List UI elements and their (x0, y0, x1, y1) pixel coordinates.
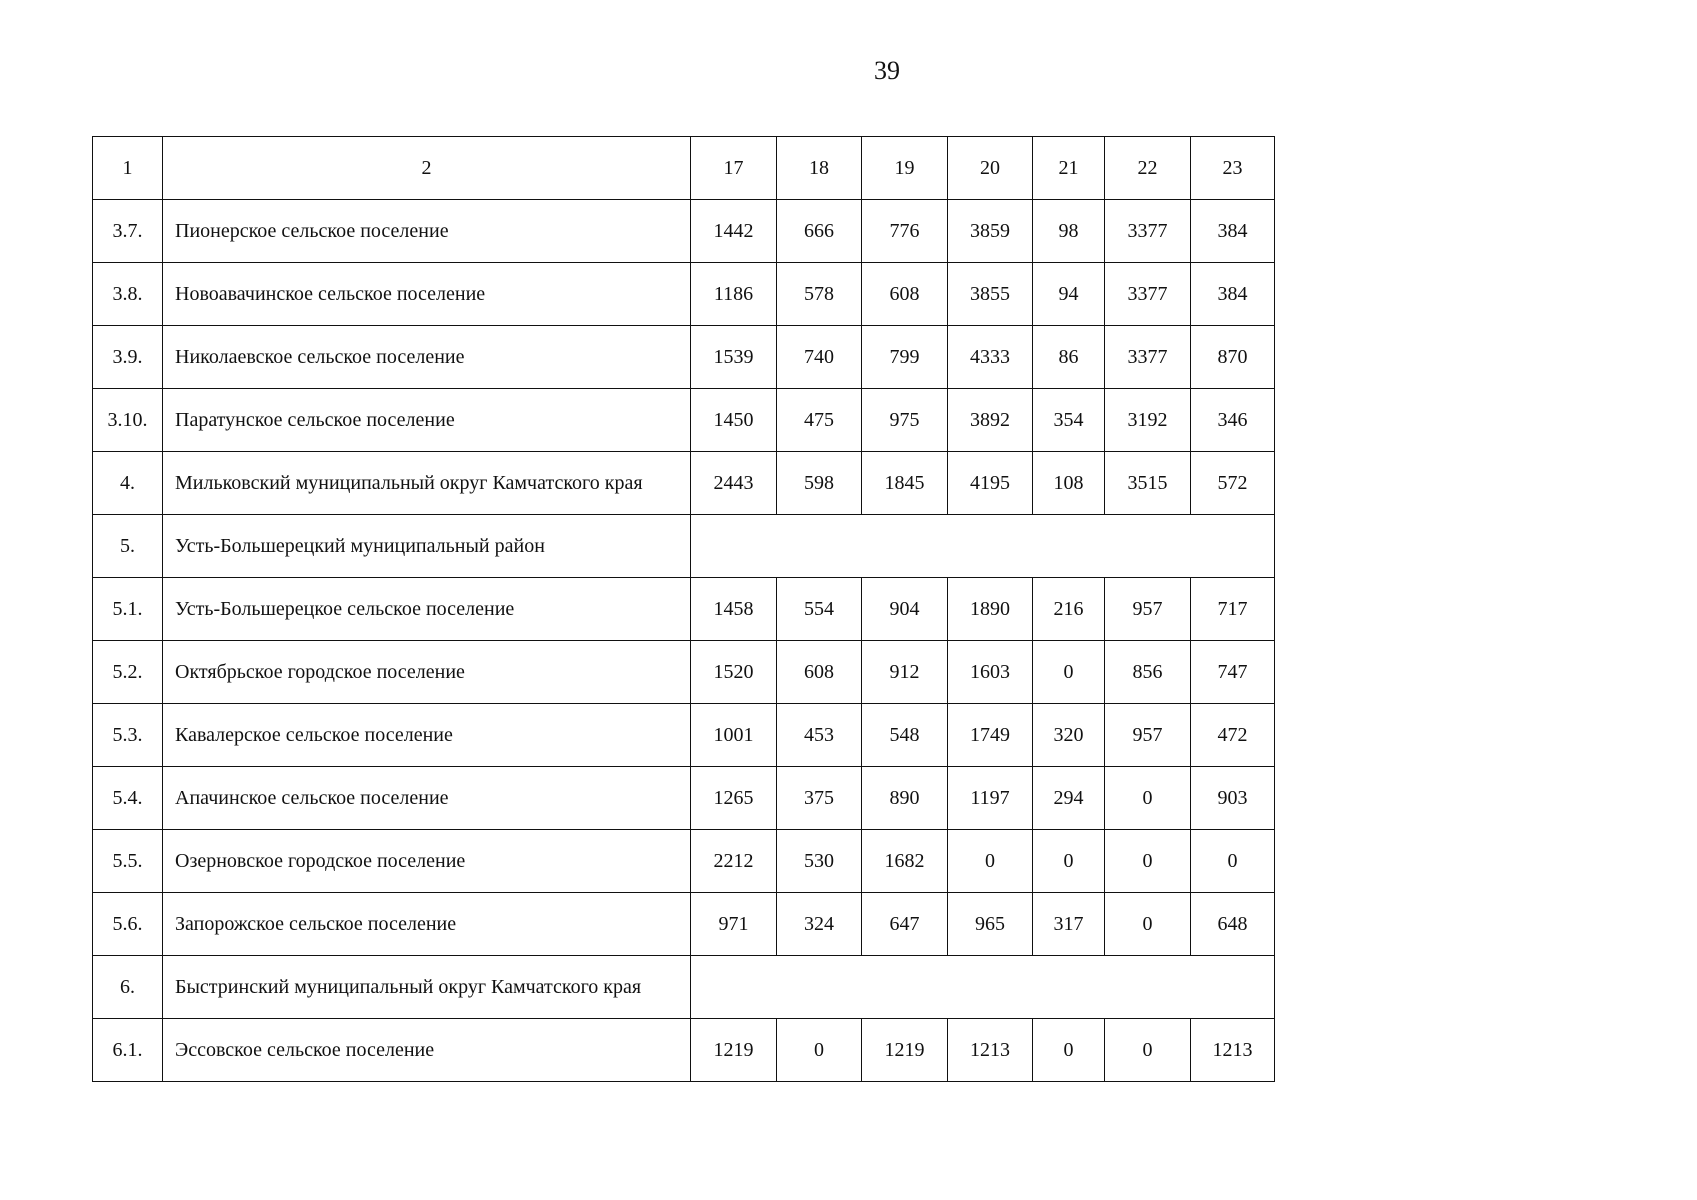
value-cell-col-22: 3515 (1105, 452, 1191, 515)
column-header-23: 23 (1191, 137, 1275, 200)
value-cell-col-23: 717 (1191, 578, 1275, 641)
value-cell-col-20: 4195 (948, 452, 1033, 515)
table-row (93, 515, 1275, 578)
value-cell-col-21: 94 (1033, 263, 1105, 326)
row-number-cell: 3.8. (93, 263, 163, 326)
value-cell-col-19: 647 (862, 893, 948, 956)
value-cell-col-21: 354 (1033, 389, 1105, 452)
table-row (93, 389, 1275, 452)
value-cell-col-19: 608 (862, 263, 948, 326)
value-cell-col-23: 648 (1191, 893, 1275, 956)
table-row (93, 767, 1275, 830)
value-cell-col-19: 799 (862, 326, 948, 389)
row-number-cell: 5.6. (93, 893, 163, 956)
column-header-1: 1 (93, 137, 163, 200)
value-cell-col-22: 957 (1105, 704, 1191, 767)
value-cell-col-20: 1197 (948, 767, 1033, 830)
row-name-cell: Апачинское сельское поселение (163, 767, 691, 830)
value-cell-col-21: 98 (1033, 200, 1105, 263)
value-cell-col-20: 965 (948, 893, 1033, 956)
value-cell-col-18: 475 (777, 389, 862, 452)
row-name-cell: Пионерское сельское поселение (163, 200, 691, 263)
row-number-cell: 3.10. (93, 389, 163, 452)
value-cell-col-23: 346 (1191, 389, 1275, 452)
table-row (93, 452, 1275, 515)
row-name-cell: Николаевское сельское поселение (163, 326, 691, 389)
value-cell-col-18: 608 (777, 641, 862, 704)
table-body (93, 137, 1275, 1082)
column-header-18: 18 (777, 137, 862, 200)
row-name-cell: Мильковский муниципальный округ Камчатского края (163, 452, 691, 515)
value-cell-col-20: 1603 (948, 641, 1033, 704)
row-name-cell: Усть-Большерецкое сельское поселение (163, 578, 691, 641)
column-header-19: 19 (862, 137, 948, 200)
value-cell-col-23: 384 (1191, 263, 1275, 326)
value-cell-col-22: 3192 (1105, 389, 1191, 452)
value-cell-col-17: 1186 (691, 263, 777, 326)
value-cell-col-18: 666 (777, 200, 862, 263)
value-cell-col-22: 0 (1105, 767, 1191, 830)
value-cell-col-19: 1682 (862, 830, 948, 893)
table-row (93, 326, 1275, 389)
row-name-cell: Новоавачинское сельское поселение (163, 263, 691, 326)
value-cell-col-19: 904 (862, 578, 948, 641)
value-cell-col-17: 1458 (691, 578, 777, 641)
row-number-cell: 4. (93, 452, 163, 515)
value-cell-col-21: 86 (1033, 326, 1105, 389)
table-row (93, 704, 1275, 767)
value-cell-col-17: 971 (691, 893, 777, 956)
column-header-22: 22 (1105, 137, 1191, 200)
value-cell-col-22: 0 (1105, 830, 1191, 893)
value-cell-col-18: 0 (777, 1019, 862, 1082)
value-cell-col-23: 870 (1191, 326, 1275, 389)
value-cell-col-18: 530 (777, 830, 862, 893)
row-name-cell: Озерновское городское поселение (163, 830, 691, 893)
value-cell-col-18: 554 (777, 578, 862, 641)
value-cell-col-19: 890 (862, 767, 948, 830)
value-cell-col-19: 975 (862, 389, 948, 452)
row-number-cell: 6. (93, 956, 163, 1019)
row-name-cell: Октябрьское городское поселение (163, 641, 691, 704)
value-cell-col-19: 548 (862, 704, 948, 767)
table-row (93, 578, 1275, 641)
value-cell-col-17: 1265 (691, 767, 777, 830)
row-name-cell: Эссовское сельское поселение (163, 1019, 691, 1082)
table-row (93, 641, 1275, 704)
value-cell-col-18: 453 (777, 704, 862, 767)
row-name-cell: Кавалерское сельское поселение (163, 704, 691, 767)
value-cell-col-18: 740 (777, 326, 862, 389)
value-cell-col-20: 1213 (948, 1019, 1033, 1082)
value-cell-col-20: 3859 (948, 200, 1033, 263)
value-cell-col-19: 912 (862, 641, 948, 704)
value-cell-col-18: 578 (777, 263, 862, 326)
row-number-cell: 5.1. (93, 578, 163, 641)
empty-values-cell (691, 515, 1275, 578)
value-cell-col-20: 4333 (948, 326, 1033, 389)
value-cell-col-22: 856 (1105, 641, 1191, 704)
column-header-2: 2 (163, 137, 691, 200)
table-row (93, 893, 1275, 956)
value-cell-col-17: 2443 (691, 452, 777, 515)
value-cell-col-21: 0 (1033, 830, 1105, 893)
row-name-cell: Усть-Большерецкий муниципальный район (163, 515, 691, 578)
table-row (93, 1019, 1275, 1082)
value-cell-col-23: 472 (1191, 704, 1275, 767)
value-cell-col-17: 1442 (691, 200, 777, 263)
row-number-cell: 5.4. (93, 767, 163, 830)
data-table (92, 136, 1275, 1082)
value-cell-col-21: 108 (1033, 452, 1105, 515)
value-cell-col-22: 3377 (1105, 263, 1191, 326)
value-cell-col-21: 216 (1033, 578, 1105, 641)
row-number-cell: 3.7. (93, 200, 163, 263)
value-cell-col-17: 1520 (691, 641, 777, 704)
value-cell-col-21: 0 (1033, 1019, 1105, 1082)
value-cell-col-17: 1539 (691, 326, 777, 389)
column-header-17: 17 (691, 137, 777, 200)
value-cell-col-20: 1890 (948, 578, 1033, 641)
value-cell-col-22: 0 (1105, 1019, 1191, 1082)
value-cell-col-19: 1219 (862, 1019, 948, 1082)
table-row (93, 956, 1275, 1019)
row-number-cell: 5.3. (93, 704, 163, 767)
row-number-cell: 6.1. (93, 1019, 163, 1082)
value-cell-col-19: 1845 (862, 452, 948, 515)
value-cell-col-21: 320 (1033, 704, 1105, 767)
table-row (93, 200, 1275, 263)
value-cell-col-22: 3377 (1105, 326, 1191, 389)
column-header-20: 20 (948, 137, 1033, 200)
column-header-21: 21 (1033, 137, 1105, 200)
value-cell-col-17: 1001 (691, 704, 777, 767)
value-cell-col-20: 0 (948, 830, 1033, 893)
value-cell-col-20: 3892 (948, 389, 1033, 452)
value-cell-col-20: 3855 (948, 263, 1033, 326)
row-name-cell: Запорожское сельское поселение (163, 893, 691, 956)
value-cell-col-23: 903 (1191, 767, 1275, 830)
value-cell-col-23: 1213 (1191, 1019, 1275, 1082)
empty-values-cell (691, 956, 1275, 1019)
row-name-cell: Быстринский муниципальный округ Камчатского края (163, 956, 691, 1019)
value-cell-col-22: 3377 (1105, 200, 1191, 263)
value-cell-col-17: 1219 (691, 1019, 777, 1082)
value-cell-col-23: 0 (1191, 830, 1275, 893)
value-cell-col-18: 324 (777, 893, 862, 956)
row-number-cell: 5. (93, 515, 163, 578)
value-cell-col-23: 572 (1191, 452, 1275, 515)
value-cell-col-20: 1749 (948, 704, 1033, 767)
value-cell-col-23: 747 (1191, 641, 1275, 704)
value-cell-col-18: 598 (777, 452, 862, 515)
table-row (93, 263, 1275, 326)
value-cell-col-21: 0 (1033, 641, 1105, 704)
page-number: 39 (874, 56, 900, 85)
row-number-cell: 5.5. (93, 830, 163, 893)
table-header-row (93, 137, 1275, 200)
value-cell-col-19: 776 (862, 200, 948, 263)
value-cell-col-18: 375 (777, 767, 862, 830)
value-cell-col-21: 317 (1033, 893, 1105, 956)
value-cell-col-17: 1450 (691, 389, 777, 452)
value-cell-col-22: 0 (1105, 893, 1191, 956)
value-cell-col-22: 957 (1105, 578, 1191, 641)
value-cell-col-23: 384 (1191, 200, 1275, 263)
row-number-cell: 5.2. (93, 641, 163, 704)
table-row (93, 830, 1275, 893)
value-cell-col-21: 294 (1033, 767, 1105, 830)
row-number-cell: 3.9. (93, 326, 163, 389)
row-name-cell: Паратунское сельское поселение (163, 389, 691, 452)
value-cell-col-17: 2212 (691, 830, 777, 893)
